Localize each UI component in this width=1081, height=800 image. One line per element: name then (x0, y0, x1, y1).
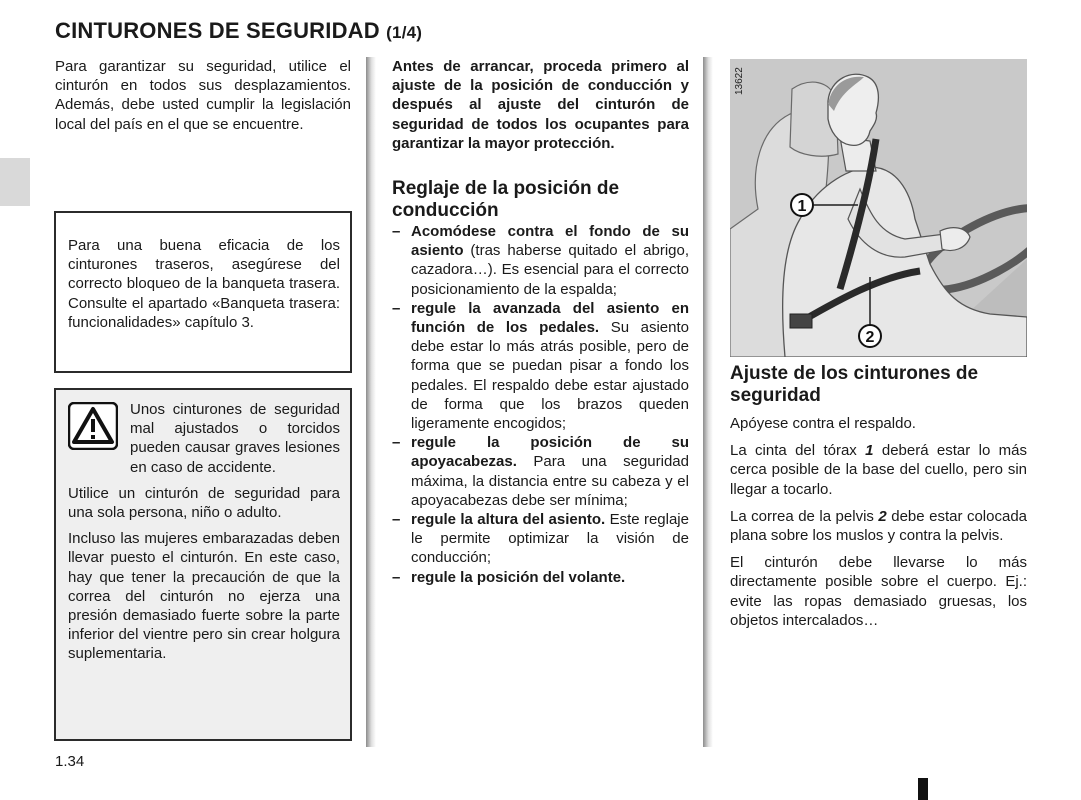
page-number: 1.34 (55, 753, 85, 770)
middle-column (392, 57, 689, 587)
section-heading-belt-adjustment: Ajuste de los cinturones de seguridad (730, 363, 979, 406)
list-item: – regule la avanzada del asiento en función de los pedales. Su asiento debe estar lo más atrás posible, pero de forma que se puedan pisar a fondo los pedales. El respaldo debe estar ajustado de forma que los brazos queden ligeramente encogidos; (392, 299, 689, 433)
list-item: – Acomódese contra el fondo de su asiento (tras haberse quitado el abrigo, cazadora…). Es esencial para el correcto posicionamiento de la espalda; (392, 222, 689, 299)
list-item: – regule la posición del volante. (392, 568, 689, 587)
paragraph-lean-back: Apóyese contra el respaldo. (730, 415, 916, 432)
intro-paragraph: Para garantizar su seguridad, utilice el cinturón en todos sus desplazamientos. Además, debe usted cumplir la legislación local del país en el que se encuentre. (55, 58, 351, 133)
paragraph-chest-strap: La cinta del tórax 1 deberá estar lo más cerca posible de la base del cuello, pero sin llegar a tocarlo. (730, 442, 1027, 498)
warning-text (68, 400, 340, 671)
warning-paragraph-3: Incluso las mujeres embarazadas deben llevar puesto el cinturón. En este caso, hay que tener la precaución de que la correa del cinturón no ejerza una presión demasiado fuerte sobre la parte inferior del vientre pero sin crear holgura suplementaria. (68, 530, 340, 663)
section-heading-driving-position: Reglaje de la posición de conducción (392, 178, 620, 222)
column-divider-2 (703, 57, 713, 747)
paragraph-belt-direct: El cinturón debe llevarse lo más directamente posible sobre el cuerpo. Ej.: evite las ropas demasiado gruesas, los objetos intercalados… (730, 554, 1027, 629)
note-box (54, 211, 352, 373)
warning-box (54, 388, 352, 741)
figure-reference-number: 13622 (734, 67, 745, 95)
warning-paragraph-2: Utilice un cinturón de seguridad para una sola persona, niño o adulto. (68, 484, 340, 522)
seatbelt-illustration (730, 59, 1027, 357)
adjustment-list (392, 222, 689, 587)
title-part: (1/4) (386, 23, 423, 42)
warning-paragraph-1: Unos cinturones de seguridad mal ajustados o torcidos pueden causar graves lesiones en caso de accidente. (130, 401, 340, 476)
side-tab-marker (0, 158, 30, 206)
list-item: – regule la posición de su apoyacabezas. Para una seguridad máxima, la distancia entre su cabeza y el apoyacabezas debe ser mínima; (392, 433, 689, 510)
callout-label-2: 2 (865, 329, 875, 346)
paragraph-pelvis-strap: La correa de la pelvis 2 debe estar colocada plana sobre los muslos y contra la pelvis. (730, 507, 1028, 545)
callout-label-1: 1 (797, 198, 807, 215)
list-item: – regule la altura del asiento. Este reglaje le permite optimizar la visión de conducción; (392, 510, 689, 568)
page-title (55, 18, 422, 44)
lead-paragraph: Antes de arrancar, proceda primero al ajuste de la posición de conducción y después al ajuste del cinturón de seguridad de todos los ocupantes para garantizar la mayor protección. (392, 58, 689, 152)
column-divider-1 (366, 57, 376, 747)
section-end-mark (918, 778, 928, 800)
title-text: CINTURONES DE SEGURIDAD (55, 18, 380, 43)
right-column (730, 363, 1027, 638)
note-box-text: Para una buena eficacia de los cinturones traseros, asegúrese del correcto bloqueo de la banqueta trasera. Consulte el apartado «Banqueta trasera: funcionalidades» capítulo 3. (68, 237, 340, 331)
